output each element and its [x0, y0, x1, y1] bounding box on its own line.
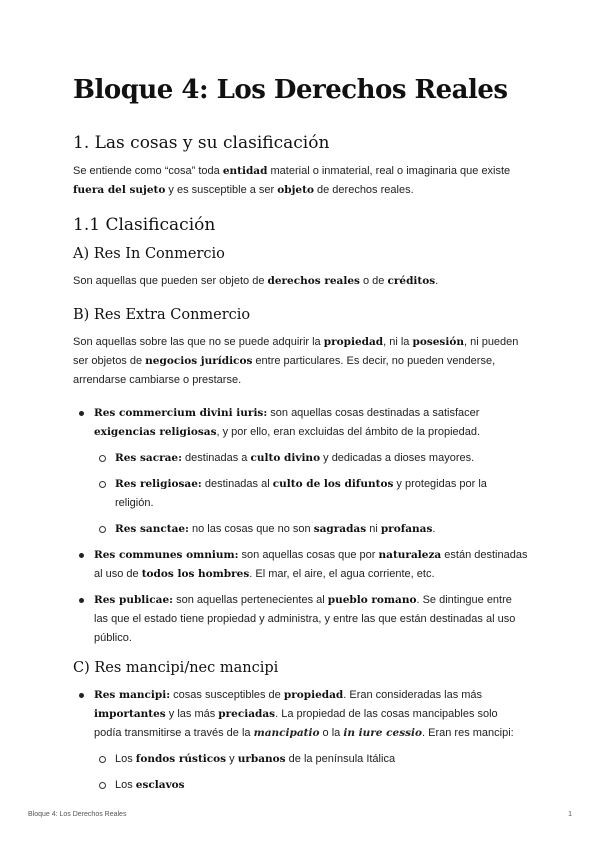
text: ni	[366, 523, 381, 535]
text: o de	[359, 275, 388, 287]
bold-text: exigencias religiosas	[94, 426, 217, 438]
bold-text: urbanos	[237, 753, 286, 765]
bold-text: Res commercium divini iuris:	[94, 407, 268, 419]
bold-text: posesión	[412, 336, 464, 348]
bold-text: culto divino	[250, 452, 321, 464]
list-item-res-sanctae	[94, 520, 528, 539]
list-item-res-mancipi	[73, 686, 528, 795]
italic-bold-text: in iure cessio	[343, 727, 423, 739]
bold-text: negocios jurídicos	[145, 355, 253, 367]
page-footer	[28, 811, 572, 818]
bold-text: preciadas	[218, 708, 276, 720]
text: de la península Itálica	[285, 753, 396, 765]
subheading-mancipi: C) Res mancipi/nec mancipi	[73, 660, 279, 676]
bold-text: todos los hombres	[141, 568, 250, 580]
intro-paragraph	[73, 162, 528, 200]
document-page	[73, 68, 528, 805]
bold-text: sagradas	[313, 523, 367, 535]
section-heading-clasificacion: 1.1 Clasificación	[73, 215, 216, 235]
list-item-res-sacrae	[94, 449, 528, 468]
text: . Se dintingue entre las que el estado tiene propiedad y administra, y entre las que están destinadas al uso público.	[94, 594, 516, 644]
list-item-publicae	[73, 591, 528, 648]
bold-text: esclavos	[135, 779, 185, 791]
bold-text: culto de los difuntos	[272, 478, 394, 490]
bold-text: créditos	[387, 275, 436, 287]
mancipi-list	[73, 686, 528, 795]
divini-iuris-sublist	[94, 449, 528, 539]
subheading-extra-conmercio: B) Res Extra Conmercio	[73, 307, 251, 323]
list-item-res-religiosae	[94, 475, 528, 513]
text: entre particulares. Es decir, no pueden venderse, arrendarse cambiarse o prestarse.	[73, 355, 496, 386]
text: Los	[115, 753, 136, 765]
bold-text: profanas	[380, 523, 433, 535]
text: , y por ello, eran excluidas del ámbito de la propiedad.	[216, 426, 481, 438]
bold-text: Res sacrae:	[115, 452, 182, 464]
text: , ni pueden ser objetos de	[73, 336, 519, 367]
text: están destinadas al uso de	[94, 549, 528, 580]
list-item-divini-iuris	[73, 404, 528, 539]
bold-text: Res publicae:	[94, 594, 174, 606]
text: y protegidas por la religión.	[115, 478, 487, 509]
italic-bold-text: mancipatio	[253, 727, 320, 739]
extra-conmercio-list	[73, 404, 528, 648]
bold-text: objeto	[277, 184, 314, 196]
bold-text: naturaleza	[378, 549, 442, 561]
text: . Eran res mancipi:	[422, 727, 514, 739]
bold-text: propiedad	[283, 689, 344, 701]
bold-text: Res mancipi:	[94, 689, 171, 701]
mancipi-sublist	[94, 750, 528, 795]
text: Los	[115, 779, 136, 791]
text: o la	[319, 727, 344, 739]
bold-text: fuera del sujeto	[73, 184, 166, 196]
bold-text: propiedad	[323, 336, 384, 348]
bold-text: Res communes omnium:	[94, 549, 239, 561]
section-heading-cosas: 1. Las cosas y su clasificación	[73, 133, 330, 153]
subheading-in-conmercio: A) Res In Conmercio	[73, 246, 225, 262]
text: destinadas a	[181, 452, 251, 464]
list-item-esclavos	[94, 776, 528, 795]
text: son aquellas pertenecientes al	[173, 594, 328, 606]
in-conmercio-paragraph	[73, 272, 528, 291]
list-item-communes-omnium	[73, 546, 528, 584]
text: . El mar, el aire, el agua corriente, etc.	[249, 568, 435, 580]
text: son aquellas cosas destinadas a satisfacer	[267, 407, 480, 419]
text: destinadas al	[201, 478, 273, 490]
bold-text: Res sanctae:	[115, 523, 189, 535]
bold-text: derechos reales	[267, 275, 360, 287]
text: de derechos reales.	[313, 184, 414, 196]
bold-text: pueblo romano	[327, 594, 417, 606]
list-item-fondos	[94, 750, 528, 769]
extra-conmercio-paragraph	[73, 333, 528, 390]
page-number: 1	[568, 811, 572, 818]
text: . La propiedad de las cosas mancipables solo podía transmitirse a través de la	[94, 708, 498, 739]
text: son aquellas cosas que por	[238, 549, 379, 561]
text: .	[432, 523, 436, 535]
text: cosas susceptibles de	[170, 689, 284, 701]
bold-text: fondos rústicos	[135, 753, 227, 765]
bold-text: importantes	[94, 708, 166, 720]
bold-text: entidad	[222, 165, 268, 177]
footer-title: Bloque 4: Los Derechos Reales	[28, 811, 127, 818]
text: y	[226, 753, 238, 765]
text: . Eran consideradas las más	[343, 689, 483, 701]
document-title: Bloque 4: Los Derechos Reales	[73, 75, 508, 105]
text: y dedicadas a dioses mayores.	[320, 452, 475, 464]
text: Se entiende como “cosa” toda	[73, 165, 223, 177]
text: Son aquellas que pueden ser objeto de	[73, 275, 268, 287]
text: y las más	[165, 708, 219, 720]
text: , ni la	[383, 336, 413, 348]
text: material o inmaterial, real o imaginaria que existe	[267, 165, 511, 177]
text: .	[435, 275, 439, 287]
text: y es susceptible a ser	[165, 184, 278, 196]
text: Son aquellas sobre las que no se puede adquirir la	[73, 336, 324, 348]
bold-text: Res religiosae:	[115, 478, 202, 490]
text: no las cosas que no son	[188, 523, 314, 535]
